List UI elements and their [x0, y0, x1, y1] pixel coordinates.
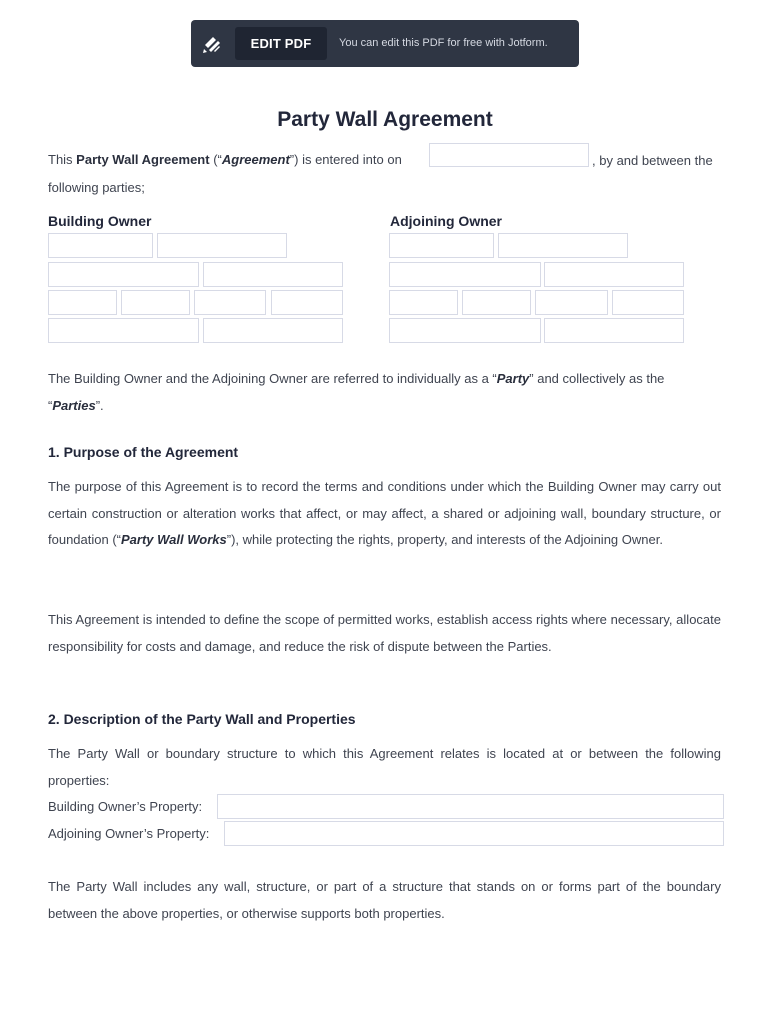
adjoining-owner-country-field[interactable]: [612, 290, 684, 315]
building-owner-state-field[interactable]: [121, 290, 190, 315]
building-owner-zip-field[interactable]: [194, 290, 266, 315]
adjoining-owner-street-field[interactable]: [389, 262, 541, 287]
intro-continuation: , by and between the: [592, 153, 713, 168]
edit-pdf-banner: [191, 20, 579, 67]
section1-paragraph2: This Agreement is intended to define the scope of permitted works, establish access rights where necessary, allocate responsibility for costs and damage, and reduce the risk of dispute between the Parties.: [48, 612, 721, 654]
edit-pdf-button[interactable]: EDIT PDF: [235, 27, 327, 60]
section1-heading: 1. Purpose of the Agreement: [48, 444, 239, 460]
adjoining-owner-city-field[interactable]: [389, 290, 458, 315]
adjoining-owner-street2-field[interactable]: [544, 262, 684, 287]
building-owner-street-field[interactable]: [48, 262, 199, 287]
intro-line2: following parties;: [48, 180, 145, 195]
building-owner-phone-field[interactable]: [48, 318, 199, 343]
building-owner-heading: Building Owner: [48, 213, 152, 229]
building-owner-property-label: Building Owner’s Property:: [48, 799, 203, 814]
section2-paragraph1: The Party Wall or boundary structure to which this Agreement relates is located at or between the following properties:: [48, 746, 721, 788]
building-owner-last-name-field[interactable]: [157, 233, 287, 258]
adjoining-owner-phone-field[interactable]: [389, 318, 541, 343]
section1-paragraph1: The purpose of this Agreement is to record the terms and conditions under which the Building Owner may carry out certain construction or alteration works that affect, or may affect, a shared or adjoining wall, boundary structure, or foundation (“Party Wall Works”), while protecting the rights, property, and interests of the Adjoining Owner.: [48, 479, 721, 547]
section2-paragraph2: The Party Wall includes any wall, structure, or part of a structure that stands on or forms part of the boundary between the above properties, or otherwise supports both properties.: [48, 879, 721, 921]
building-owner-email-field[interactable]: [203, 318, 343, 343]
adjoining-owner-first-name-field[interactable]: [389, 233, 494, 258]
section2-heading: 2. Description of the Party Wall and Properties: [48, 711, 356, 727]
banner-message: You can edit this PDF for free with Jotform.: [339, 37, 548, 49]
adjoining-owner-last-name-field[interactable]: [498, 233, 628, 258]
adjoining-owner-email-field[interactable]: [544, 318, 684, 343]
intro-paragraph: This Party Wall Agreement (“Agreement”) is entered into on: [48, 152, 402, 167]
definition-paragraph: The Building Owner and the Adjoining Owner are referred to individually as a “Party” and collectively as the “Parties”.: [48, 371, 665, 413]
building-owner-country-field[interactable]: [271, 290, 343, 315]
agreement-date-field[interactable]: [429, 143, 589, 167]
adjoining-owner-heading: Adjoining Owner: [390, 213, 502, 229]
building-owner-street2-field[interactable]: [203, 262, 343, 287]
adjoining-owner-property-field[interactable]: [224, 821, 724, 846]
adjoining-owner-state-field[interactable]: [462, 290, 531, 315]
adjoining-owner-property-label: Adjoining Owner’s Property:: [48, 826, 210, 841]
building-owner-city-field[interactable]: [48, 290, 117, 315]
adjoining-owner-zip-field[interactable]: [535, 290, 608, 315]
building-owner-property-field[interactable]: [217, 794, 724, 819]
document-title: Party Wall Agreement: [277, 108, 493, 131]
building-owner-first-name-field[interactable]: [48, 233, 153, 258]
jotform-pencil-icon: [199, 31, 225, 57]
